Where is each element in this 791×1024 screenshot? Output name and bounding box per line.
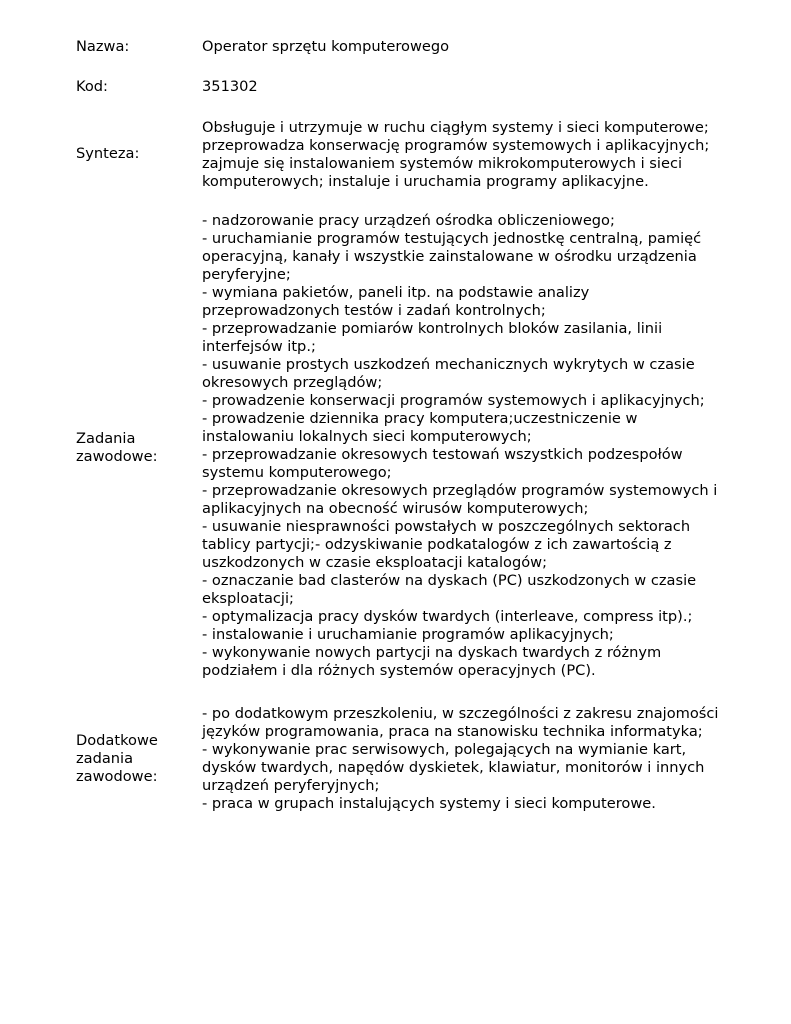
dodatkowe-line: - wykonywanie prac serwisowych, polegających na wymianie kart, bbox=[202, 741, 687, 758]
zadania-label-line: Zadania bbox=[76, 430, 136, 447]
kod-label: Kod: bbox=[76, 78, 108, 95]
zadania-line: - wymiana pakietów, paneli itp. na podstawie analizy bbox=[202, 284, 590, 301]
zadania-line: - nadzorowanie pracy urządzeń ośrodka obliczeniowego; bbox=[202, 212, 615, 229]
dodatkowe-line: - po dodatkowym przeszkoleniu, w szczególności z zakresu znajomości bbox=[202, 705, 719, 722]
zadania-line: - optymalizacja pracy dysków twardych (interleave, compress itp).; bbox=[202, 608, 693, 625]
dodatkowe-line: języków programowania, praca na stanowisku technika informatyka; bbox=[202, 723, 703, 740]
zadania-line: tablicy partycji;- odzyskiwanie podkatalogów z ich zawartością z bbox=[202, 536, 672, 553]
zadania-label-line: zawodowe: bbox=[76, 448, 158, 465]
zadania-line: - uruchamianie programów testujących jednostkę centralną, pamięć bbox=[202, 230, 702, 247]
zadania-line: - instalowanie i uruchamianie programów aplikacyjnych; bbox=[202, 626, 614, 643]
nazwa-label: Nazwa: bbox=[76, 38, 130, 55]
synteza-line: przeprowadza konserwację programów systemowych i aplikacyjnych; bbox=[202, 137, 710, 154]
zadania-line: instalowaniu lokalnych sieci komputerowych; bbox=[202, 428, 532, 445]
dodatkowe-text bbox=[202, 705, 762, 813]
synteza-label: Synteza: bbox=[76, 145, 140, 162]
zadania-line: - wykonywanie nowych partycji na dyskach twardych z różnym bbox=[202, 644, 662, 661]
zadania-line: - prowadzenie konserwacji programów systemowych i aplikacyjnych; bbox=[202, 392, 705, 409]
synteza-line: komputerowych; instaluje i uruchamia programy aplikacyjne. bbox=[202, 173, 649, 190]
synteza-line: zajmuje się instalowaniem systemów mikrokomputerowych i sieci bbox=[202, 155, 683, 172]
synteza-line: Obsługuje i utrzymuje w ruchu ciągłym systemy i sieci komputerowe; bbox=[202, 119, 709, 136]
zadania-line: - prowadzenie dziennika pracy komputera;uczestniczenie w bbox=[202, 410, 638, 427]
dodatkowe-label-line: zawodowe: bbox=[76, 768, 158, 785]
zadania-line: przeprowadzonych testów i zadań kontrolnych; bbox=[202, 302, 546, 319]
zadania-label bbox=[76, 430, 196, 466]
zadania-line: interfejsów itp.; bbox=[202, 338, 316, 355]
zadania-line: operacyjną, kanały i wszystkie zainstalowane w ośrodku urządzenia bbox=[202, 248, 697, 265]
dodatkowe-line: urządzeń peryferyjnych; bbox=[202, 777, 380, 794]
zadania-line: eksploatacji; bbox=[202, 590, 294, 607]
zadania-line: - przeprowadzanie okresowych testowań wszystkich podzespołów bbox=[202, 446, 683, 463]
synteza-text bbox=[202, 119, 762, 191]
dodatkowe-line: dysków twardych, napędów dyskietek, klawiatur, monitorów i innych bbox=[202, 759, 705, 776]
zadania-line: uszkodzonych w czasie eksploatacji katalogów; bbox=[202, 554, 547, 571]
dodatkowe-label-line: Dodatkowe bbox=[76, 732, 158, 749]
zadania-line: peryferyjne; bbox=[202, 266, 291, 283]
dodatkowe-line: - praca w grupach instalujących systemy i sieci komputerowe. bbox=[202, 795, 656, 812]
kod-value: 351302 bbox=[202, 78, 258, 95]
dodatkowe-label bbox=[76, 732, 196, 786]
zadania-line: aplikacyjnych na obecność wirusów komputerowych; bbox=[202, 500, 589, 517]
zadania-line: systemu komputerowego; bbox=[202, 464, 392, 481]
zadania-line: - usuwanie niesprawności powstałych w poszczególnych sektorach bbox=[202, 518, 691, 535]
zadania-line: - przeprowadzanie okresowych przeglądów programów systemowych i bbox=[202, 482, 718, 499]
zadania-text bbox=[202, 212, 762, 680]
zadania-line: podziałem i dla różnych systemów operacyjnych (PC). bbox=[202, 662, 596, 679]
zadania-line: - oznaczanie bad clasterów na dyskach (PC) uszkodzonych w czasie bbox=[202, 572, 697, 589]
zadania-line: - przeprowadzanie pomiarów kontrolnych bloków zasilania, linii bbox=[202, 320, 663, 337]
zadania-line: - usuwanie prostych uszkodzeń mechanicznych wykrytych w czasie bbox=[202, 356, 695, 373]
dodatkowe-label-line: zadania bbox=[76, 750, 134, 767]
zadania-line: okresowych przeglądów; bbox=[202, 374, 383, 391]
nazwa-value: Operator sprzętu komputerowego bbox=[202, 38, 450, 55]
